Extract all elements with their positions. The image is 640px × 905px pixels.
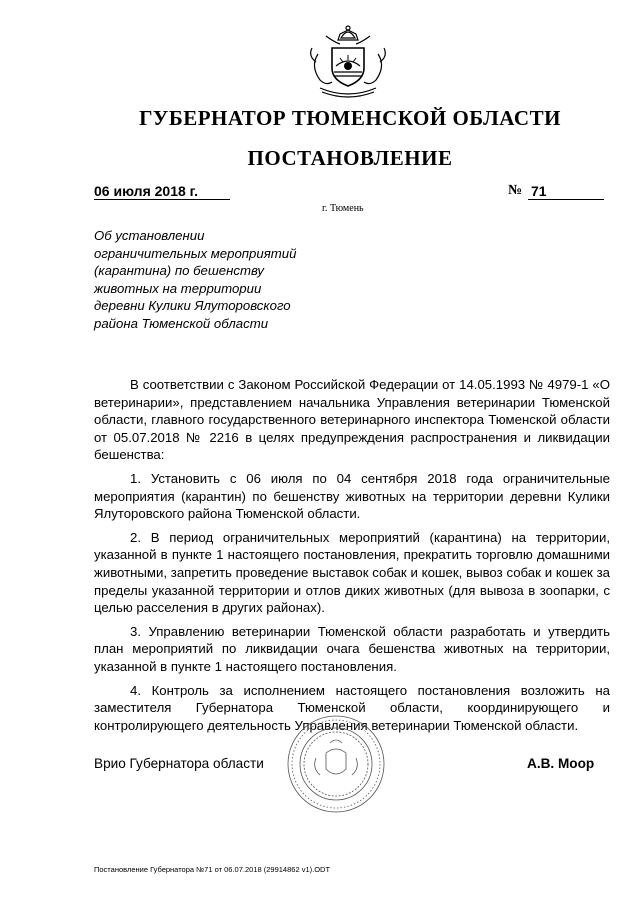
authority-title: ГУБЕРНАТОР ТЮМЕНСКОЙ ОБЛАСТИ	[139, 106, 561, 130]
subject-line: района Тюменской области	[94, 315, 269, 331]
signatory-role: Врио Губернатора области	[94, 756, 264, 771]
signatory-name: А.В. Моор	[527, 756, 595, 771]
subject-line: деревни Кулики Ялуторовского	[94, 298, 291, 313]
document-body	[94, 376, 610, 740]
subject-line: ограничительных мероприятий	[94, 245, 297, 261]
subject-line: (карантина) по бешенству	[94, 263, 265, 278]
date-underline	[94, 199, 230, 200]
document-subject	[94, 227, 324, 332]
document-date: 06 июля 2018 г.	[94, 183, 198, 199]
clause-4: 4. Контроль за исполнением настоящего постановления возложить на заместителя Губернатора Тюменской области, координирующего и контролирующего деятельность Управления ветеринарии Тюменской области.	[94, 682, 610, 733]
preamble-paragraph: В соответствии с Законом Российской Федерации от 14.05.1993 № 4979-1 «О ветеринарии», представлением начальника Управления ветеринарии Тюменской области, главного государственного ветеринарного инспектора Тюменской области от 05.07.2018 № 2216 в целях предупреждения распространения и ликвидации бешенства:	[94, 377, 610, 463]
clause-2: 2. В период ограничительных мероприятий (карантина) на территории, указанной в пункте 1 настоящего постановления, прекратить торговлю домашними животными, запретить проведение выставок собак и кошек, вывоз собак и кошек за пределы указанной территории и отлов диких животных (для вывоза в зоопарки, с целью расселения в других районах).	[94, 529, 610, 616]
subject-line: животных на территории	[94, 280, 262, 296]
footer-file-reference: Постановление Губернатора №71 от 06.07.2018 (29914862 v1).ODT	[94, 865, 331, 874]
coat-of-arms-icon	[298, 22, 398, 100]
subject-line: Об установлении	[94, 228, 205, 243]
document-city: г. Тюмень	[322, 203, 364, 214]
document-type: ПОСТАНОВЛЕНИЕ	[247, 146, 453, 170]
official-seal-icon	[286, 713, 386, 815]
clause-1: 1. Установить с 06 июля по 04 сентября 2018 года ограничительные мероприятия (карантин) по бешенству животных на территории деревни Кулики Ялуторовского района Тюменской области.	[94, 470, 610, 522]
number-underline	[528, 199, 604, 200]
document-number: 71	[531, 183, 547, 199]
clause-3: 3. Управлению ветеринарии Тюменской области разработать и утвердить план мероприятий по ликвидации очага бешенства животных на территории, указанной в пункте 1 настоящего постановления.	[94, 623, 610, 674]
number-label: №	[508, 183, 523, 198]
